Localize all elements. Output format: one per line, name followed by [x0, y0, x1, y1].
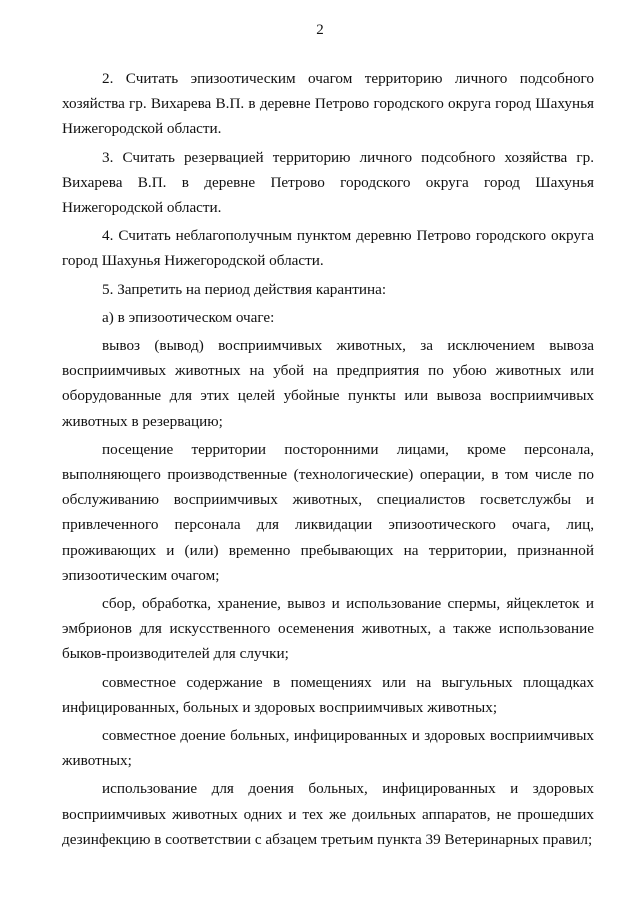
restriction-joint-milking: совместное доение больных, инфицированных и здоровых восприимчивых животных; — [62, 727, 594, 770]
restriction-visits: посещение территории посторонними лицами, кроме персонала, выполняющего производственные (технологические) операции, в том числе по обслуживанию восприимчивых животных, специалистов госветслужбы и привлеченного персонала для ликвидации эпизоотического очага, лиц, проживающих и (или) временно пребывающих на территории, признанной эпизоотическим очагом; — [62, 440, 594, 584]
restriction-joint-housing: совместное содержание в помещениях или на выгульных площадках инфицированных, больных и здоровых восприимчивых животных; — [62, 673, 594, 716]
page-number: 2 — [316, 22, 324, 38]
restriction-removal: вывоз (вывод) восприимчивых животных, за исключением вывоза восприимчивых животных на убой на предприятия по убою животных или оборудованные для этих целей убойные пункты или вывоза восприимчивых животных в резервацию; — [62, 337, 594, 430]
document-body — [62, 66, 594, 855]
paragraph-item-5: 5. Запретить на период действия карантина: — [102, 280, 387, 298]
subitem-a-heading: а) в эпизоотическом очаге: — [102, 308, 275, 326]
restriction-milking-equipment: использование для доения больных, инфицированных и здоровых восприимчивых животных одних и тех же доильных аппаратов, не прошедших дезинфекцию в соответствии с абзацем третьим пункта 39 Ветеринарных правил; — [62, 780, 594, 848]
paragraph-item-3: 3. Считать резервацией территорию личного подсобного хозяйства гр. Вихарева В.П. в деревне Петрово городского округа город Шахунья Нижегородской области. — [62, 148, 594, 217]
restriction-semen-embryos: сбор, обработка, хранение, вывоз и использование спермы, яйцеклеток и эмбрионов для искусственного осеменения животных, а также использование быков-производителей для случки; — [62, 595, 594, 663]
paragraph-item-4: 4. Считать неблагополучным пунктом деревню Петрово городского округа город Шахунья Нижегородской области. — [62, 227, 594, 270]
paragraph-item-2: 2. Считать эпизоотическим очагом территорию личного подсобного хозяйства гр. Вихарева В.П. в деревне Петрово городского округа город Шахунья Нижегородской области. — [62, 70, 594, 138]
